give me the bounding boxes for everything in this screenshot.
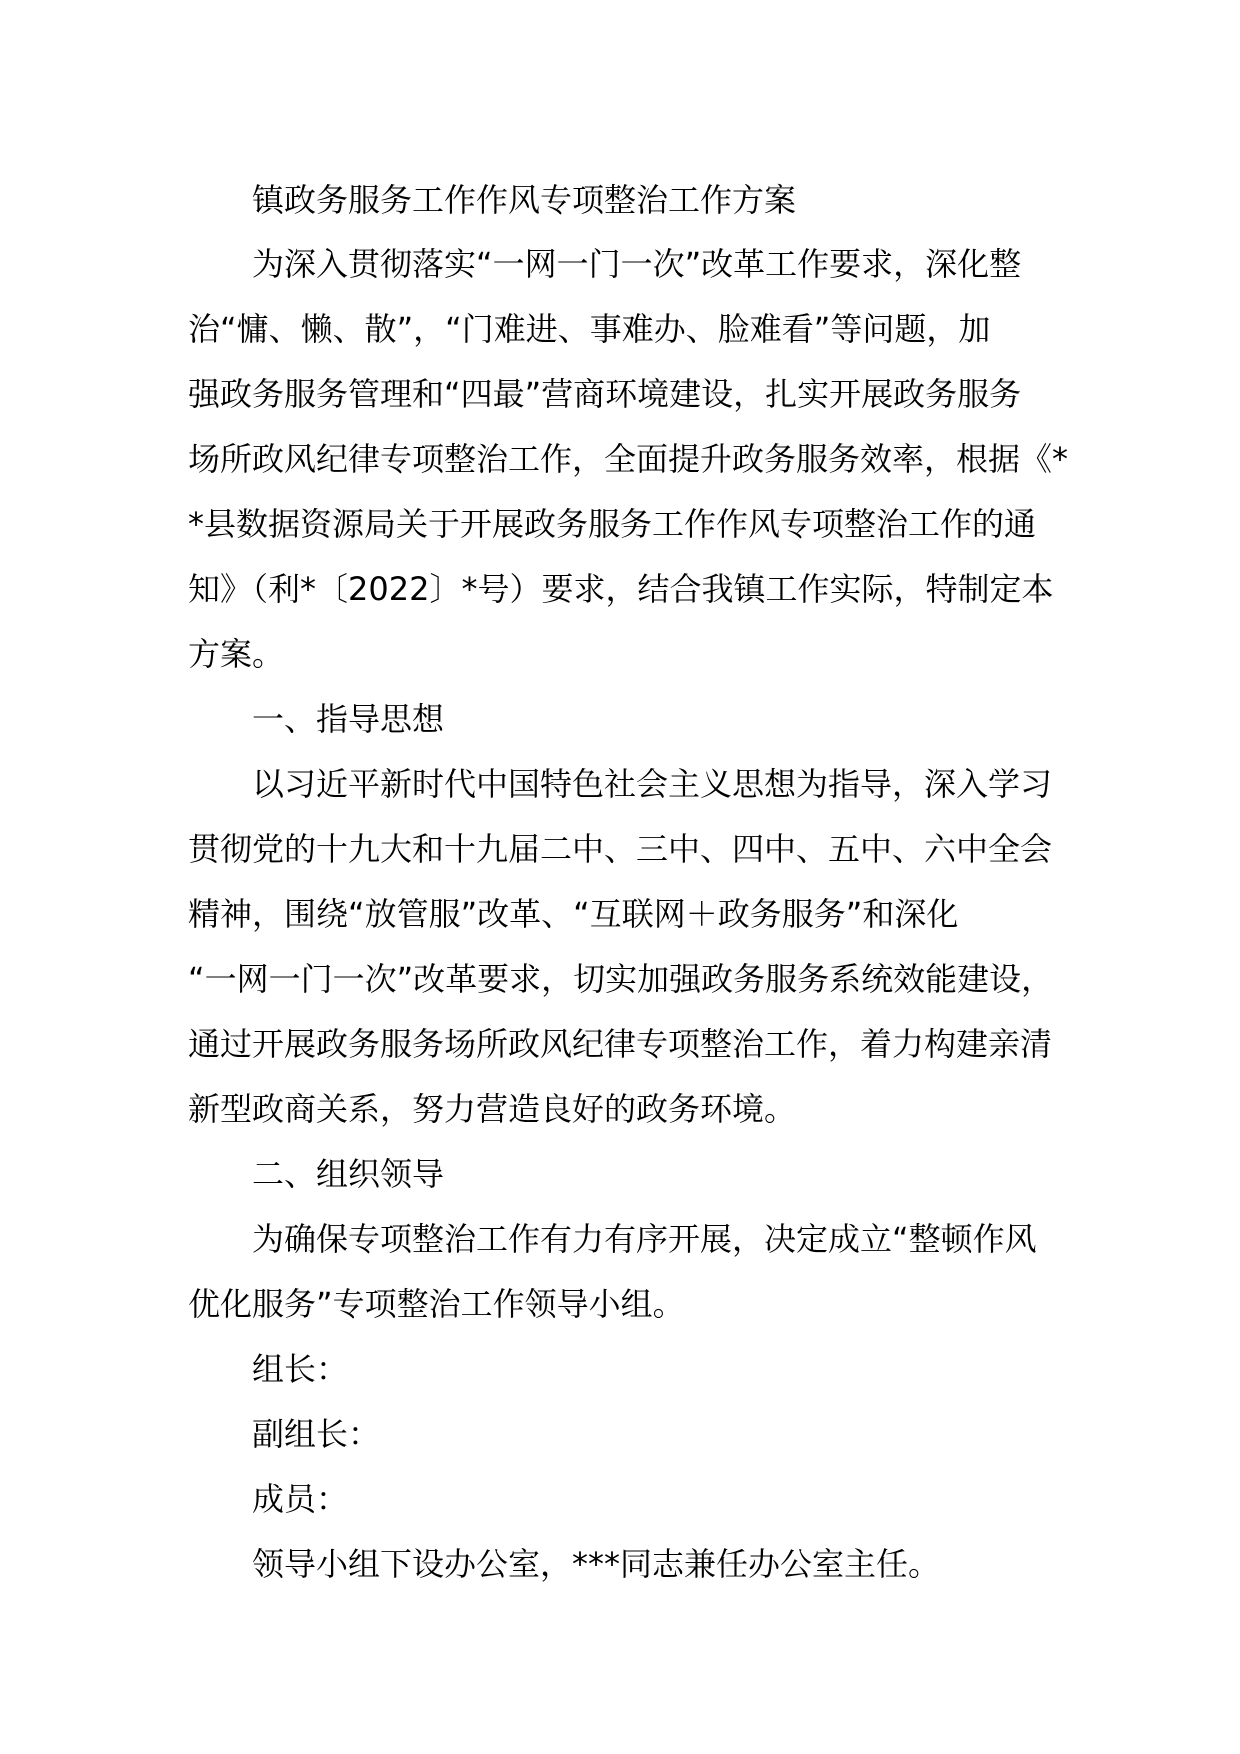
intro-line-3: 强政务服务管理和“四最”营商环境建设，扎实开展政务服务 <box>188 375 1022 413</box>
intro-line-5: *县数据资源局关于开展政务服务工作作风专项整治工作的通 <box>188 505 1037 543</box>
section-heading-organization: 二、组织领导 <box>252 1155 445 1193</box>
section1-line-3: 精神，围绕“放管服”改革、“互联网＋政务服务”和深化 <box>188 895 959 933</box>
intro-line-2: 治“慵、懒、散”，“门难进、事难办、脸难看”等问题，加 <box>188 310 991 348</box>
role-leader: 组长： <box>252 1350 349 1388</box>
document-body <box>188 168 1069 1597</box>
section1-line-2: 贯彻党的十九大和十九届二中、三中、四中、五中、六中全会 <box>188 830 1053 868</box>
document-title: 镇政务服务工作作风专项整治工作方案 <box>252 181 797 219</box>
section1-line-6: 新型政商关系，努力营造良好的政务环境。 <box>188 1090 797 1128</box>
section2-line-2: 优化服务”专项整治工作领导小组。 <box>188 1285 685 1323</box>
office-line: 领导小组下设办公室，***同志兼任办公室主任。 <box>252 1545 941 1583</box>
intro-line-6: 知》（利*〔2022〕*号）要求，结合我镇工作实际，特制定本 <box>188 570 1054 608</box>
intro-line-1: 为深入贯彻落实“一网一门一次”改革工作要求，深化整 <box>252 245 1022 283</box>
section1-line-1: 以习近平新时代中国特色社会主义思想为指导，深入学习 <box>252 765 1053 803</box>
section1-line-4: “一网一门一次”改革要求，切实加强政务服务系统效能建设， <box>188 960 1054 998</box>
section1-line-5: 通过开展政务服务场所政风纪律专项整治工作，着力构建亲清 <box>188 1025 1053 1063</box>
role-deputy-leader: 副组长： <box>252 1415 381 1453</box>
section2-line-1: 为确保专项整治工作有力有序开展，决定成立“整顿作风 <box>252 1220 1037 1258</box>
intro-line-7: 方案。 <box>188 635 285 673</box>
section-heading-guiding-ideology: 一、指导思想 <box>252 700 445 738</box>
role-members: 成员： <box>252 1480 349 1518</box>
intro-line-4: 场所政风纪律专项整治工作，全面提升政务服务效率，根据《* <box>188 440 1069 478</box>
